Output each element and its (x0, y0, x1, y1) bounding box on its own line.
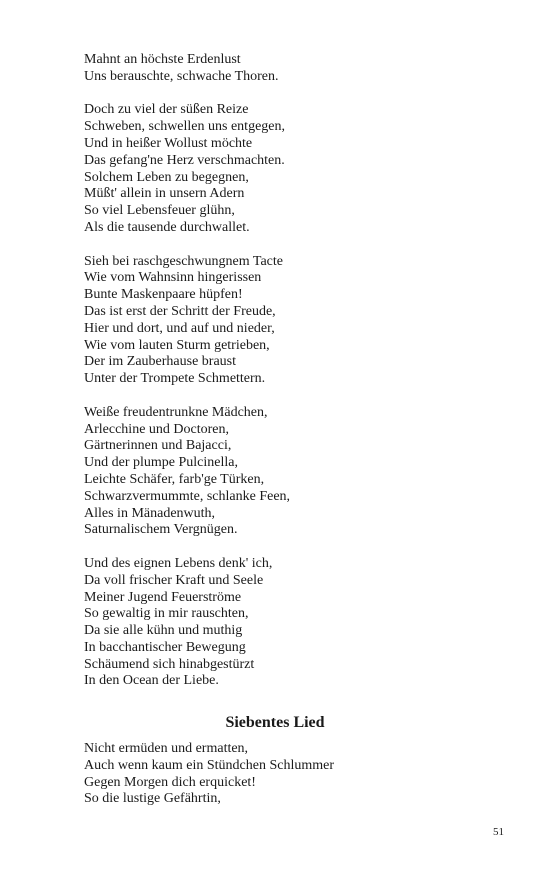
section-heading: Siebentes Lied (225, 714, 325, 731)
verse-line: Alles in Mänadenwuth, (84, 505, 216, 521)
verse-line: Doch zu viel der süßen Reize (84, 102, 249, 118)
verse-line: Und des eignen Lebens denk' ich, (84, 555, 273, 571)
verse-line: So die lustige Gefährtin, (84, 791, 221, 807)
verse-line: Unter der Trompete Schmettern. (84, 371, 266, 387)
stanza (84, 556, 504, 690)
verse-line: Nicht ermüden und ermatten, (84, 741, 249, 756)
verse-line: Als die tausende durchwallet. (84, 219, 250, 235)
verse-line: Wie vom Wahnsinn hingerissen (84, 270, 262, 286)
verse-line: Mahnt an höchste Erdenlust (84, 52, 241, 67)
verse-line: Schwarzvermummte, schlanke Feen, (84, 488, 291, 504)
verse-line: Hier und dort, und auf und nieder, (84, 320, 275, 336)
verse-line: So gewaltig in mir rauschten, (84, 606, 249, 622)
verse-line: Gegen Morgen dich erquicket! (84, 774, 256, 790)
next-poem-body (84, 741, 504, 808)
verse-line: Weiße freudentrunkne Mädchen, (84, 404, 268, 420)
verse-line: Sieh bei raschgeschwungnem Tacte (84, 253, 283, 269)
verse-line: Gärtnerinnen und Bajacci, (84, 438, 232, 454)
verse-line: Solchem Leben zu begegnen, (84, 169, 249, 185)
verse-line: In den Ocean der Liebe. (84, 673, 219, 689)
verse-line: Und in heißer Wollust möchte (84, 135, 253, 151)
poem-body (84, 52, 504, 707)
page-number: 51 (493, 826, 504, 838)
verse-line: Das ist erst der Schritt der Freude, (84, 303, 276, 319)
verse-line: Bunte Maskenpaare hüpfen! (84, 287, 243, 303)
stanza (84, 52, 504, 86)
verse-line: Meiner Jugend Feuerströme (84, 589, 242, 605)
verse-line: Leichte Schäfer, farb'ge Türken, (84, 471, 265, 487)
verse-line: Schweben, schwellen uns entgegen, (84, 119, 285, 135)
verse-line: Da sie alle kühn und muthig (84, 623, 243, 639)
verse-line: Saturnalischem Vergnügen. (84, 522, 238, 538)
verse-line: Arlecchine und Doctoren, (84, 421, 229, 437)
verse-line: Da voll frischer Kraft und Seele (84, 572, 264, 588)
stanza (84, 405, 504, 539)
verse-line: Der im Zauberhause braust (84, 354, 236, 370)
verse-line: Auch wenn kaum ein Stündchen Schlummer (84, 757, 335, 773)
verse-line: Schäumend sich hinabgestürzt (84, 656, 255, 672)
verse-line: Das gefang'ne Herz verschmachten. (84, 152, 285, 168)
verse-line: In bacchantischer Bewegung (84, 639, 246, 655)
stanza (84, 102, 504, 236)
verse-line: Wie vom lauten Sturm getrieben, (84, 337, 270, 353)
verse-line: So viel Lebensfeuer glühn, (84, 203, 235, 219)
stanza (84, 254, 504, 388)
verse-line: Uns berauschte, schwache Thoren. (84, 68, 279, 84)
verse-line: Und der plumpe Pulcinella, (84, 455, 238, 471)
verse-line: Müßt' allein in unsern Adern (84, 186, 245, 202)
